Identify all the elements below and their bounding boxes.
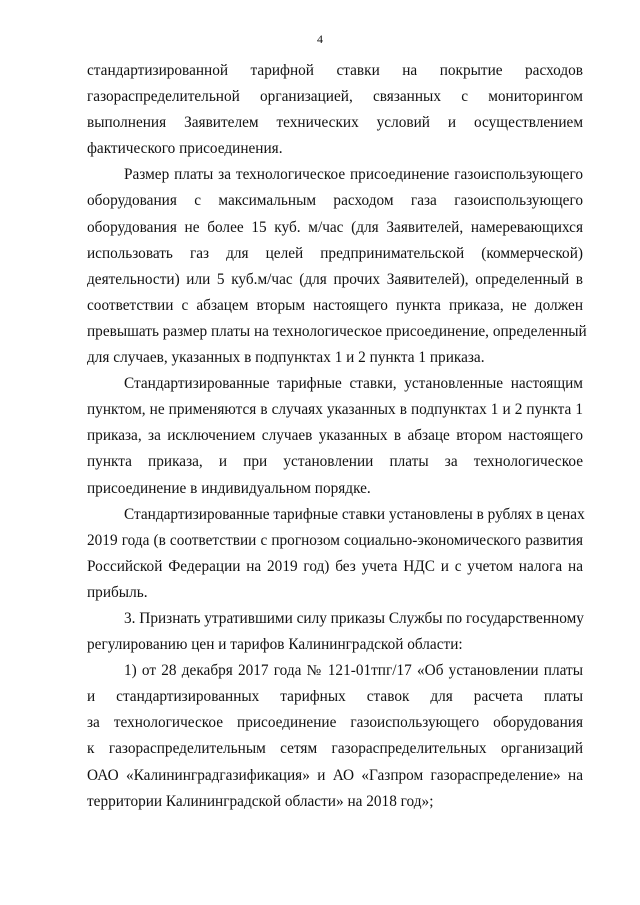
text-line: стандартизированной тарифной ставки на покрытие расходов xyxy=(87,62,583,79)
text-line: территории Калининградской области» на 2018 год»; xyxy=(87,792,434,810)
text-line: 1) от 28 декабря 2017 года № 121-01тпг/17 «Об установлении платы xyxy=(124,662,583,680)
document-body xyxy=(87,58,587,815)
paragraph xyxy=(87,502,583,606)
text-line: и стандартизированных тарифных ставок для расчета платы xyxy=(87,688,583,706)
paragraph xyxy=(87,658,583,815)
text-line: к газораспределительным сетям газораспределительных организаций xyxy=(87,740,583,758)
text-line: выполнения Заявителем технических условий и осуществлением xyxy=(87,114,583,132)
text-line: 3. Признать утратившими силу приказы Службы по государственному xyxy=(124,609,584,627)
page-number: 4 xyxy=(317,32,323,46)
text-line: Стандартизированные тарифные ставки, установленные настоящим xyxy=(124,375,583,393)
text-line: ОАО «Калининградгазификация» и АО «Газпром газораспределение» на xyxy=(87,766,583,784)
text-line: для случаев, указанных в подпунктах 1 и 2 пункта 1 приказа. xyxy=(87,349,485,367)
text-line: 2019 года (в соответствии с прогнозом социально-экономического развития xyxy=(87,531,583,549)
text-line: соответствии с абзацем вторым настоящего пункта приказа, не должен xyxy=(87,296,583,314)
text-line: газораспределительной организацией, связанных с мониторингом xyxy=(87,88,583,106)
text-line: пунктом, не применяются в случаях указанных в подпунктах 1 и 2 пункта 1 xyxy=(87,401,583,419)
text-line: фактического присоединения. xyxy=(87,140,283,158)
text-line: приказа, за исключением случаев указанных в абзаце втором настоящего xyxy=(87,427,583,445)
paragraph xyxy=(87,606,583,658)
text-line: превышать размер платы на технологическое присоединение, определенный xyxy=(87,322,587,340)
text-line: Российской Федерации на 2019 год) без учета НДС и с учетом налога на xyxy=(87,557,583,575)
text-line: пункта приказа, и при установлении платы за технологическое xyxy=(87,453,583,471)
paragraph xyxy=(87,162,587,371)
text-line: оборудования не более 15 куб. м/час (для Заявителей, намеревающихся xyxy=(87,218,583,236)
text-line: деятельности) или 5 куб.м/час (для прочих Заявителей), определенный в xyxy=(87,270,583,288)
text-line: Размер платы за технологическое присоединение газоиспользующего xyxy=(124,166,583,184)
paragraph xyxy=(87,58,583,162)
text-line: присоединение в индивидуальном порядке. xyxy=(87,479,371,497)
text-line: регулированию цен и тарифов Калининградской области: xyxy=(87,636,463,654)
text-line: Стандартизированные тарифные ставки установлены в рублях в ценах xyxy=(124,505,585,523)
text-line: прибыль. xyxy=(87,583,148,601)
text-line: оборудования с максимальным расходом газа газоиспользующего xyxy=(87,192,583,210)
paragraph xyxy=(87,371,583,501)
text-line: за технологическое присоединение газоиспользующего оборудования xyxy=(87,714,583,732)
text-line: использовать газ для целей предпринимательской (коммерческой) xyxy=(87,244,583,262)
